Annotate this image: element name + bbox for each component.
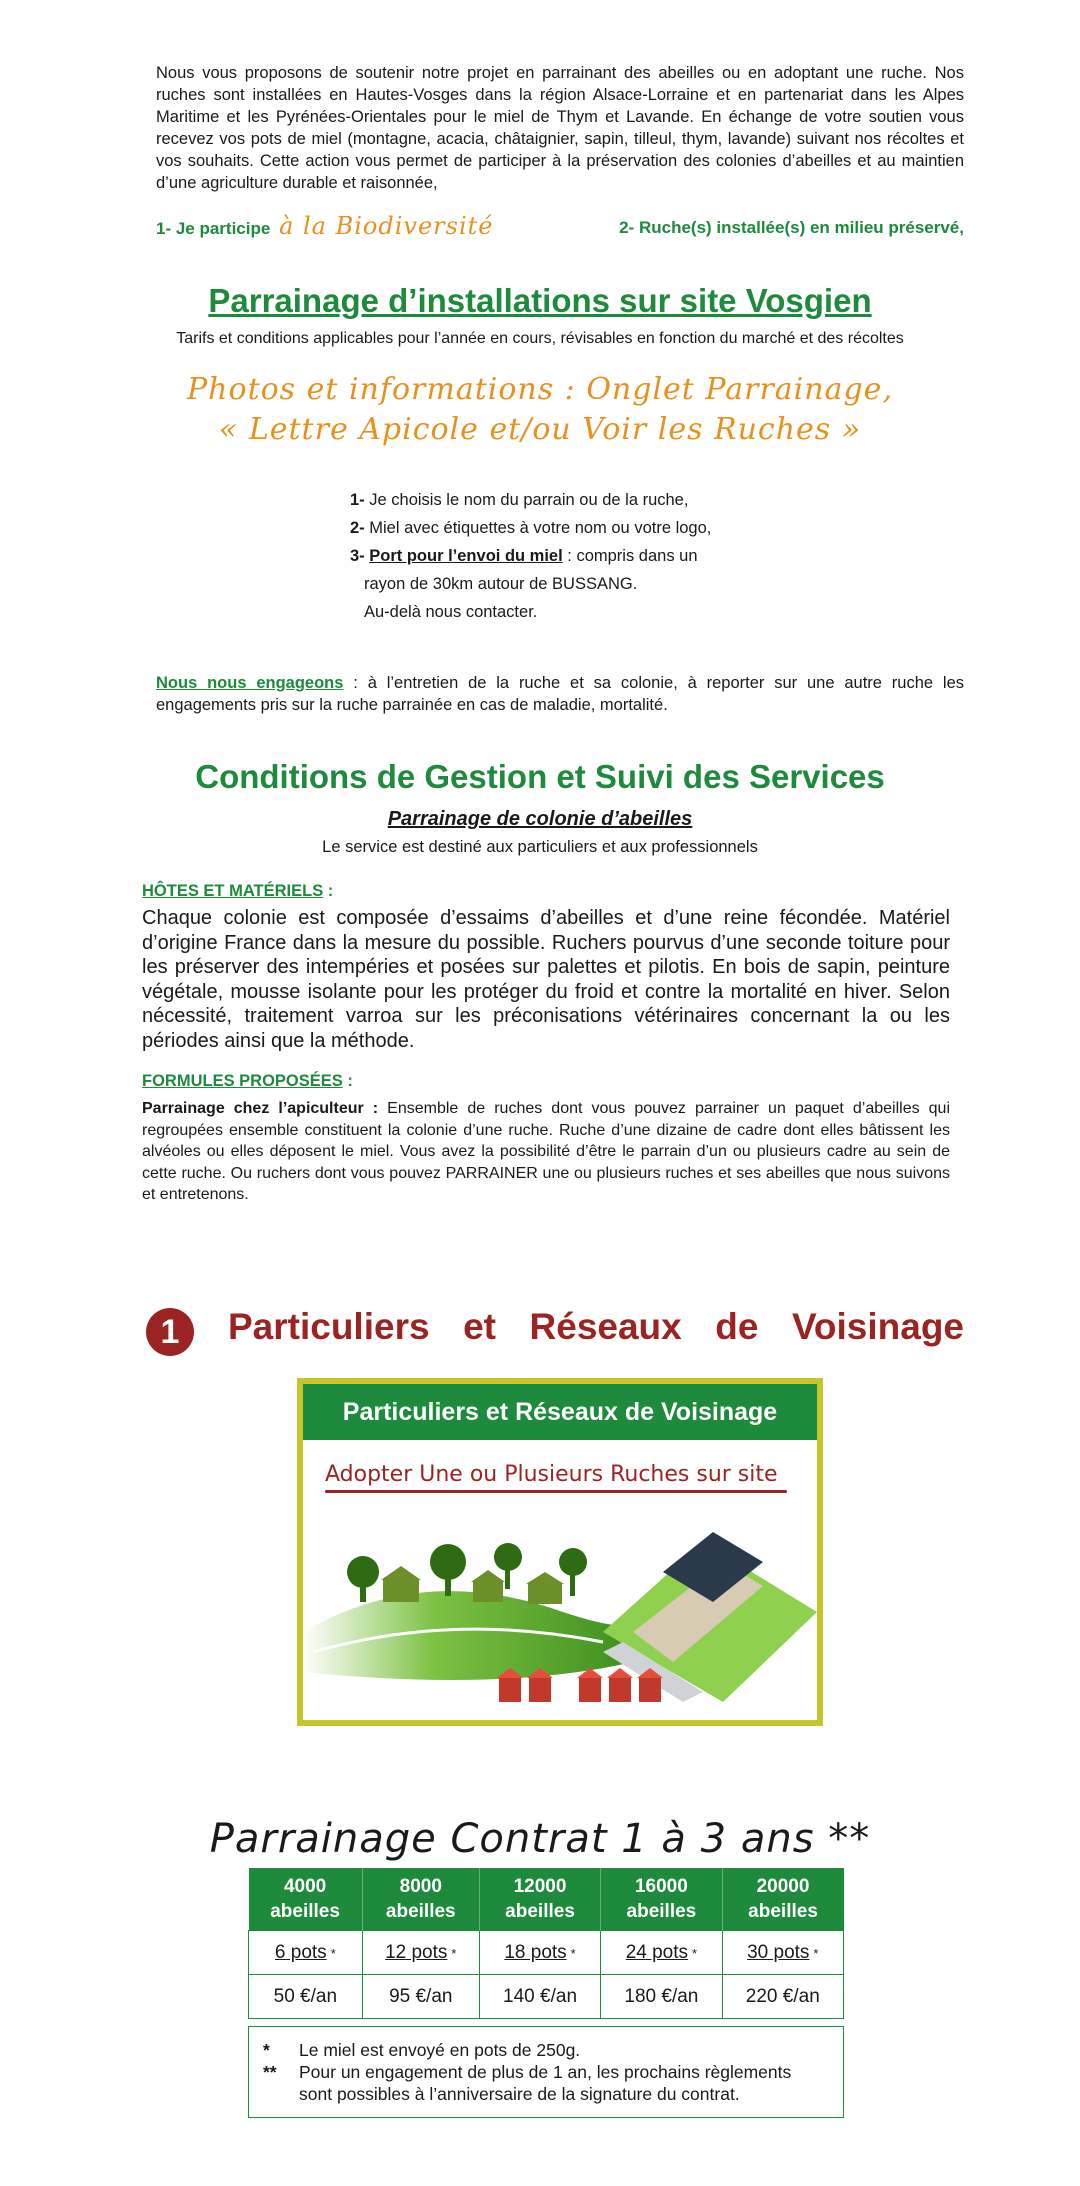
- pricing-header-cell: 12000 abeilles: [479, 1868, 600, 1931]
- engagement-text: : à l’entretien de la ruche et sa colonie, à reporter sur une autre ruche les engagements pris sur la ruche parrainée en cas de maladie, mortalité.: [156, 674, 964, 714]
- pots-cell: 6 pots *: [249, 1931, 363, 1975]
- pricing-header-cell: 4000 abeilles: [249, 1868, 363, 1931]
- pricing-header-cell: 16000 abeilles: [601, 1868, 722, 1931]
- promo-underline: [325, 1490, 787, 1493]
- hotes-paragraph: Chaque colonie est composée d’essaims d’abeilles et d’une reine fécondée. Matériel d’origine France dans la mesure du possible. Ruchers pourvus d’une seconde toiture pour les préserver des intempéries et posées sur palettes et pilotis. En bois de sapin, peinture végétale, mousse isolante pour les protéger du froid et contre la mortalité en hiver. Selon nécessité, traitement varroa sur les préconisations vétérinaires concernant la ou les périodes ainsi que la méthode.: [142, 907, 950, 1052]
- step-2: 2- Miel avec étiquettes à votre nom ou votre logo,: [350, 519, 712, 537]
- formules-lead: Parrainage chez l’apiculteur :: [142, 1100, 379, 1117]
- photos-line-2: « Lettre Apicole et/ou Voir les Ruches »: [218, 412, 862, 447]
- biodiversity-prefix: 1- Je participe: [156, 219, 271, 238]
- section-title: Particuliers et Réseaux de Voisinage: [228, 1306, 964, 1347]
- pricing-header-cell: 20000 abeilles: [722, 1868, 843, 1931]
- green-hill: [303, 1591, 633, 1680]
- promo-adopt-text: Adopter Une ou Plusieurs Ruches sur site: [325, 1462, 778, 1487]
- step-3-line-3: Au-delà nous contacter.: [364, 603, 538, 621]
- step-1: 1- Je choisis le nom du parrain ou de la ruche,: [350, 491, 689, 509]
- photos-line-1: Photos et informations : Onglet Parrainage,: [187, 372, 893, 407]
- village-illustration: [303, 1502, 817, 1722]
- price-cell: 180 €/an: [601, 1975, 722, 2019]
- contract-title: Parrainage Contrat 1 à 3 ans **: [209, 1816, 871, 1862]
- footnote-2-line-2: sont possibles à l’anniversaire de la signature du contrat.: [299, 2084, 740, 2104]
- intro-paragraph: Nous vous proposons de soutenir notre projet en parrainant des abeilles ou en adoptant une ruche. Nos ruches sont installées en Hautes-Vosges dans la région Alsace-Lorraine et en partenariat dans les Alpes Maritime et les Pyrénées-Orientales pour le miel de Thym et Lavande. En échange de votre soutien vous recevez vos pots de miel (montagne, acacia, châtaignier, sapin, tilleul, thym, lavande) suivant nos récoltes et vos souhaits. Cette action vous permet de participer à la préservation des colonies d’abeilles et au maintien d’une agriculture durable et raisonnée,: [156, 64, 964, 192]
- conditions-description: Le service est destiné aux particuliers et aux professionnels: [322, 838, 758, 856]
- pots-cell: 12 pots *: [362, 1931, 479, 1975]
- footnote-2: ** Pour un engagement de plus de 1 an, les prochains règlements: [263, 2062, 792, 2082]
- conditions-subtitle: Parrainage de colonie d’abeilles: [387, 808, 693, 830]
- pricing-header-cell: 8000 abeilles: [362, 1868, 479, 1931]
- vosgien-subtitle: Tarifs et conditions applicables pour l’année en cours, révisables en fonction du marché et des récoltes: [176, 330, 904, 347]
- conditions-title: Conditions de Gestion et Suivi des Services: [195, 758, 885, 795]
- engagement-paragraph: [156, 672, 964, 716]
- formules-paragraph: Parrainage chez l’apiculteur : Ensemble de ruches dont vous pouvez parrainer un paquet d’abeilles qui regroupées ensemble constituent la colonie d’une ruche. Ruche d’une dizaine de cadre dont elles bâtissent les alvéoles ou elles déposent le miel. Vous avez la possibilité d’être le parrain d’un ou plusieurs cadre au sein de cette ruche. Ou ruchers dont vous pouvez PARRAINER une ou plusieurs ruches et ses abeilles que nous suivons et entretenons.: [142, 1100, 951, 1203]
- price-cell: 140 €/an: [479, 1975, 600, 2019]
- formules-heading: FORMULES PROPOSÉES :: [142, 1072, 353, 1090]
- step-3: 3- Port pour l’envoi du miel : compris dans un: [350, 547, 698, 565]
- price-cell: 95 €/an: [362, 1975, 479, 2019]
- vosgien-title: Parrainage d’installations sur site Vosgien: [208, 282, 872, 319]
- footnote-1: * Le miel est envoyé en pots de 250g.: [263, 2040, 581, 2060]
- pots-row: [249, 1931, 844, 1975]
- footnotes-box: [248, 2026, 844, 2118]
- biodiversity-script: à la Biodiversité: [279, 212, 494, 240]
- pricing-header-row: [249, 1868, 844, 1931]
- pricing-table: [248, 1868, 844, 2019]
- pots-cell: 30 pots *: [722, 1931, 843, 1975]
- biodiversity-right: 2- Ruche(s) installée(s) en milieu préservé,: [619, 218, 964, 237]
- pots-cell: 24 pots *: [601, 1931, 722, 1975]
- steps-list: [350, 486, 750, 626]
- biodiversity-left: [156, 212, 494, 240]
- price-row: [249, 1975, 844, 2019]
- step-3-line-2: rayon de 30km autour de BUSSANG.: [364, 575, 638, 593]
- hotes-heading: HÔTES ET MATÉRIELS :: [142, 882, 334, 900]
- price-cell: 50 €/an: [249, 1975, 363, 2019]
- engagement-lead: Nous nous engageons: [156, 674, 344, 692]
- pots-cell: 18 pots *: [479, 1931, 600, 1975]
- section-number-badge: 1: [146, 1308, 194, 1356]
- price-cell: 220 €/an: [722, 1975, 843, 2019]
- promo-image: [297, 1378, 823, 1726]
- promo-banner: Particuliers et Réseaux de Voisinage: [303, 1384, 817, 1440]
